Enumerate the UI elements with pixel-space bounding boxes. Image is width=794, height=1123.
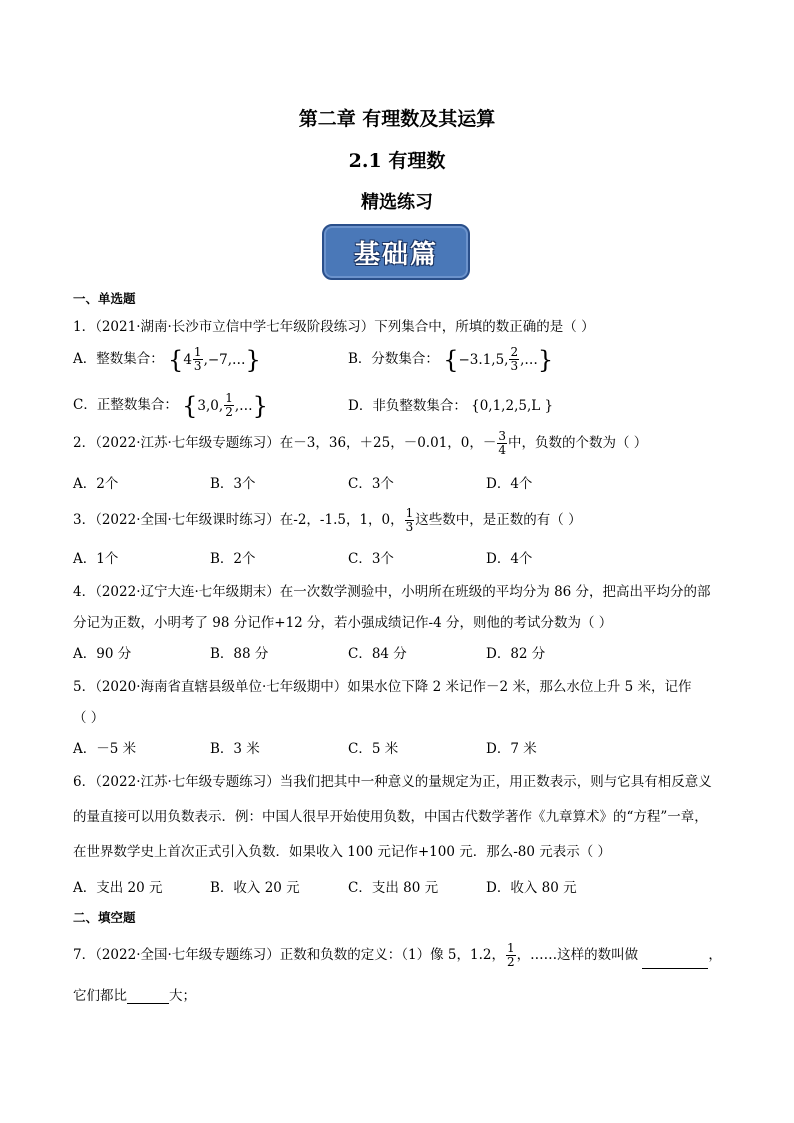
- answer-blank-2[interactable]: [127, 1003, 169, 1004]
- question-7-line2-b: 大；: [169, 988, 196, 1004]
- question-6-stem-line-3: 在世界数学史上首次正式引入负数．如果收入 100 元记作+100 元．那么-80 元表示（ ）: [73, 844, 612, 860]
- section-heading-single-choice: 一、单选题: [73, 291, 136, 306]
- mixed-number-int: 4: [183, 351, 192, 368]
- set-tail: ,−7,…: [203, 351, 246, 368]
- question-3-stem-b: 这些数中，是正数的有（ ）: [415, 512, 582, 528]
- section-heading-fill-blank: 二、填空题: [73, 910, 136, 925]
- question-3-stem: [73, 507, 582, 534]
- question-5-stem-line-2: （ ）: [73, 710, 105, 726]
- question-2-option-c: C．3个: [348, 476, 394, 492]
- question-1-option-c: [73, 392, 268, 419]
- question-7-stem-line-1: [73, 942, 722, 969]
- fraction: $\frac{2}{3}$: [510, 345, 519, 373]
- question-1-option-d: [348, 394, 553, 414]
- question-3-option-b: B．2个: [210, 551, 256, 567]
- set-tail: ,…: [234, 397, 253, 414]
- question-5-option-a: A．－5 米: [73, 741, 137, 757]
- set-tail: ,…: [520, 351, 538, 368]
- question-3-option-c: C．3个: [348, 551, 394, 567]
- option-a-set: { 4 $\frac{1}{3}$ ,−7,… }: [168, 345, 261, 374]
- question-6-option-d: D．收入 80 元: [486, 880, 577, 896]
- question-4-stem-line-1: 4．（2022·辽宁大连·七年级期末）在一次数学测验中，小明所在班级的平均分为 86 分，把高出平均分的部: [73, 584, 711, 600]
- question-7-stem-line-2: [73, 984, 196, 1004]
- question-2-option-a: A．2个: [73, 476, 119, 492]
- fraction: $\frac{1}{3}$: [193, 345, 202, 373]
- question-7-line2-a: 它们都比: [73, 988, 127, 1004]
- question-4-option-c: C．84 分: [348, 646, 407, 662]
- question-7-stem-a: 7．（2022·全国·七年级专题练习）正数和负数的定义：（1）像 5，1.2，: [73, 947, 505, 963]
- level-badge-text: 基础篇: [353, 239, 438, 270]
- question-6-option-c: C．支出 80 元: [348, 880, 439, 896]
- question-2-option-b: B．3个: [210, 476, 256, 492]
- level-badge: [322, 224, 470, 280]
- question-5-option-b: B．3 米: [210, 741, 260, 757]
- option-d-set: {0,1,2,5,L }: [471, 398, 554, 414]
- question-1-option-a: [73, 346, 261, 373]
- fraction: $\frac{3}{4}$: [498, 429, 507, 457]
- question-4-option-a: A．90 分: [73, 646, 132, 662]
- option-a-label: A．整数集合：: [73, 351, 164, 367]
- question-6-stem-line-1: 6．（2022·江苏·七年级专题练习）当我们把其中一种意义的量规定为正，用正数表示，则与它具有相反意义: [73, 774, 712, 790]
- section-title: 2.1 有理数: [348, 150, 446, 172]
- question-7-stem-b: ，……这样的数叫做: [516, 947, 639, 963]
- option-b-label: B．分数集合：: [348, 351, 439, 367]
- question-7-stem-c: ，: [708, 947, 722, 963]
- option-c-label: C．正整数集合：: [73, 397, 178, 413]
- question-2-stem-a: 2．（2022·江苏·七年级专题练习）在－3，36，＋25，－0.01，0，－: [73, 435, 497, 451]
- question-4-option-b: B．88 分: [210, 646, 269, 662]
- set-head: 3,0,: [197, 397, 224, 414]
- question-5-stem-line-1: 5．（2020·海南省直辖县级单位·七年级期中）如果水位下降 2 米记作－2 米，那么水位上升 5 米，记作: [73, 679, 692, 695]
- question-3-option-d: D．4个: [486, 551, 533, 567]
- fraction: $\frac{1}{3}$: [405, 506, 414, 534]
- question-4-stem-line-2: 分记为正数，小明考了 98 分记作+12 分，若小强成绩记作-4 分，则他的考试分数为（ ）: [73, 615, 613, 631]
- question-3-option-a: A．1个: [73, 551, 119, 567]
- question-6-stem-line-2: 的量直接可以用负数表示．例：中国人很早开始使用负数，中国古代数学著作《九章算术》的“方程”一章，: [73, 809, 708, 825]
- question-5-option-d: D．7 米: [486, 741, 537, 757]
- question-2-stem: [73, 430, 647, 457]
- fraction: $\frac{1}{2}$: [506, 941, 515, 969]
- question-6-option-b: B．收入 20 元: [210, 880, 300, 896]
- question-1-option-b: [348, 346, 553, 373]
- option-b-set: { −3.1,5, $\frac{2}{3}$ ,… }: [443, 345, 554, 374]
- question-3-stem-a: 3．（2022·全国·七年级课时练习）在-2，-1.5，1，0，: [73, 512, 404, 528]
- question-5-option-c: C．5 米: [348, 741, 399, 757]
- set-head: −3.1,5,: [458, 351, 509, 368]
- question-2-option-d: D．4个: [486, 476, 533, 492]
- subtitle: 精选练习: [361, 192, 433, 213]
- chapter-title: 第二章 有理数及其运算: [298, 108, 496, 130]
- fraction: $\frac{1}{2}$: [225, 391, 233, 419]
- question-1-stem: 1．（2021·湖南·长沙市立信中学七年级阶段练习）下列集合中，所填的数正确的是（ ）: [73, 319, 595, 335]
- option-c-set: { 3,0, $\frac{1}{2}$ ,… }: [182, 391, 268, 420]
- option-d-label: D．非负整数集合：: [348, 398, 467, 414]
- question-6-option-a: A．支出 20 元: [73, 880, 163, 896]
- question-4-option-d: D．82 分: [486, 646, 546, 662]
- answer-blank-1[interactable]: [642, 968, 708, 969]
- question-2-stem-b: 中，负数的个数为（ ）: [508, 435, 648, 451]
